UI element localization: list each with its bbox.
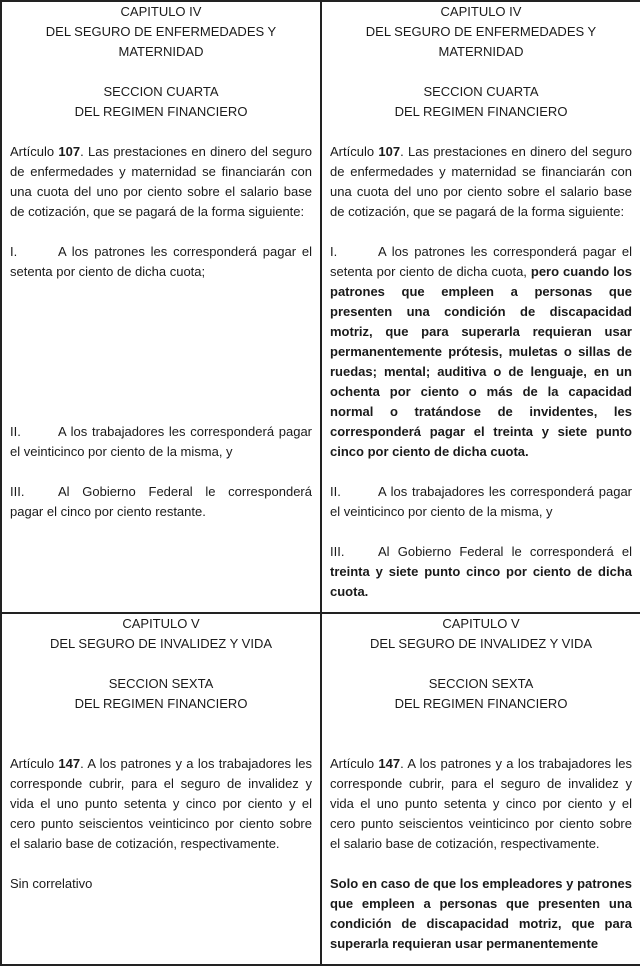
article-prefix: Artículo [330,144,379,159]
article-text: . A los patrones y a los trabajadores les corresponde cubrir, para el seguro de invalidez y vida el uno punto setenta y cinco por ciento y el cero punto seiscientos veinticinco por ciento sobre el salario base de cotización, respectivamente. [10,756,313,851]
article-number: 107 [378,144,401,159]
section-title: DEL REGIMEN FINANCIERO [394,696,568,711]
fraction-iii [10,482,312,522]
fraction-ii [10,422,312,462]
fraction-i [10,242,312,282]
cell-proposal-art147 [322,614,640,966]
fraction-number: II. [330,484,341,499]
fraction-iii [330,542,632,602]
fraction-number: I. [10,244,18,259]
chapter-title: DEL SEGURO DE INVALIDEZ Y VIDA [49,636,273,651]
section-heading: SECCION SEXTA [108,676,214,691]
chapter-title: DEL SEGURO DE INVALIDEZ Y VIDA [369,636,593,651]
fraction-i [330,242,632,462]
fraction-text: A los patrones les corresponderá pagar el setenta por ciento de dicha cuota, [330,244,632,279]
cell-proposal-art107 [322,2,640,614]
fraction-number: I. [330,244,338,259]
article-paragraph [330,142,632,222]
fraction-number: III. [10,484,25,499]
article-prefix: Artículo [10,756,59,771]
article-prefix: Artículo [10,144,59,159]
article-paragraph [10,142,312,222]
fraction-text: A los trabajadores les corresponderá pagar el veinticinco por ciento de la misma, y [10,424,312,459]
no-correlative-note: Sin correlativo [10,876,93,891]
fraction-text-added: treinta y siete punto cinco por ciento de dicha cuota. [330,564,632,599]
section-title: DEL REGIMEN FINANCIERO [394,104,568,119]
article-number: 147 [378,756,401,771]
chapter-heading: CAPITULO IV [120,4,202,19]
fraction-text: Al Gobierno Federal le corresponderá pagar el cinco por ciento restante. [10,484,312,519]
added-paragraph: Solo en caso de que los empleadores y patrones que empleen a personas que presenten una condición de discapacidad motriz, que para superarla requieran usar permanentemente [330,876,632,951]
chapter-heading: CAPITULO V [442,616,520,631]
fraction-text: A los patrones les corresponderá pagar el setenta por ciento de dicha cuota; [10,244,312,279]
article-number: 147 [58,756,81,771]
article-paragraph [10,754,312,854]
section-title: DEL REGIMEN FINANCIERO [74,696,248,711]
chapter-heading: CAPITULO V [122,616,200,631]
article-text: . A los patrones y a los trabajadores les corresponde cubrir, para el seguro de invalidez y vida el uno punto setenta y cinco por ciento y el cero punto seiscientos veinticinco por ciento sobre el salario base de cotización, respectivamente. [330,756,633,851]
fraction-text: A los trabajadores les corresponderá pagar el veinticinco por ciento de la misma, y [330,484,632,519]
article-number: 107 [58,144,81,159]
article-text: . Las prestaciones en dinero del seguro de enfermedades y maternidad se financiarán con una cuota del uno por ciento sobre el salario base de cotización, que se pagará de la forma siguiente: [10,144,313,219]
article-text: . Las prestaciones en dinero del seguro de enfermedades y maternidad se financiarán con una cuota del uno por ciento sobre el salario base de cotización, que se pagará de la forma siguiente: [330,144,633,219]
chapter-title: DEL SEGURO DE ENFERMEDADES Y MATERNIDAD [365,24,597,59]
fraction-number: II. [10,424,21,439]
fraction-number: III. [330,544,345,559]
fraction-ii [330,482,632,522]
article-prefix: Artículo [330,756,379,771]
section-heading: SECCION SEXTA [428,676,534,691]
section-heading: SECCION CUARTA [423,84,539,99]
cell-current-law-art147 [2,614,322,966]
section-title: DEL REGIMEN FINANCIERO [74,104,248,119]
article-paragraph [330,754,632,854]
cell-current-law-art107 [2,2,322,614]
chapter-heading: CAPITULO IV [440,4,522,19]
fraction-text: Al Gobierno Federal le corresponderá el [378,544,632,559]
fraction-text-added: pero cuando los patrones que empleen a personas que presenten una condición de discapacidad motriz, que para superarla requieran usar permanentemente prótesis, muletas o sillas de ruedas; mental; auditiva o de lenguaje, en un ochenta por ciento o más de la capacidad normal o tratándose de invidentes, les corresponderá pagar el treinta y siete punto cinco por ciento de dicha cuota. [330,264,633,459]
section-heading: SECCION CUARTA [103,84,219,99]
chapter-title: DEL SEGURO DE ENFERMEDADES Y MATERNIDAD [45,24,277,59]
